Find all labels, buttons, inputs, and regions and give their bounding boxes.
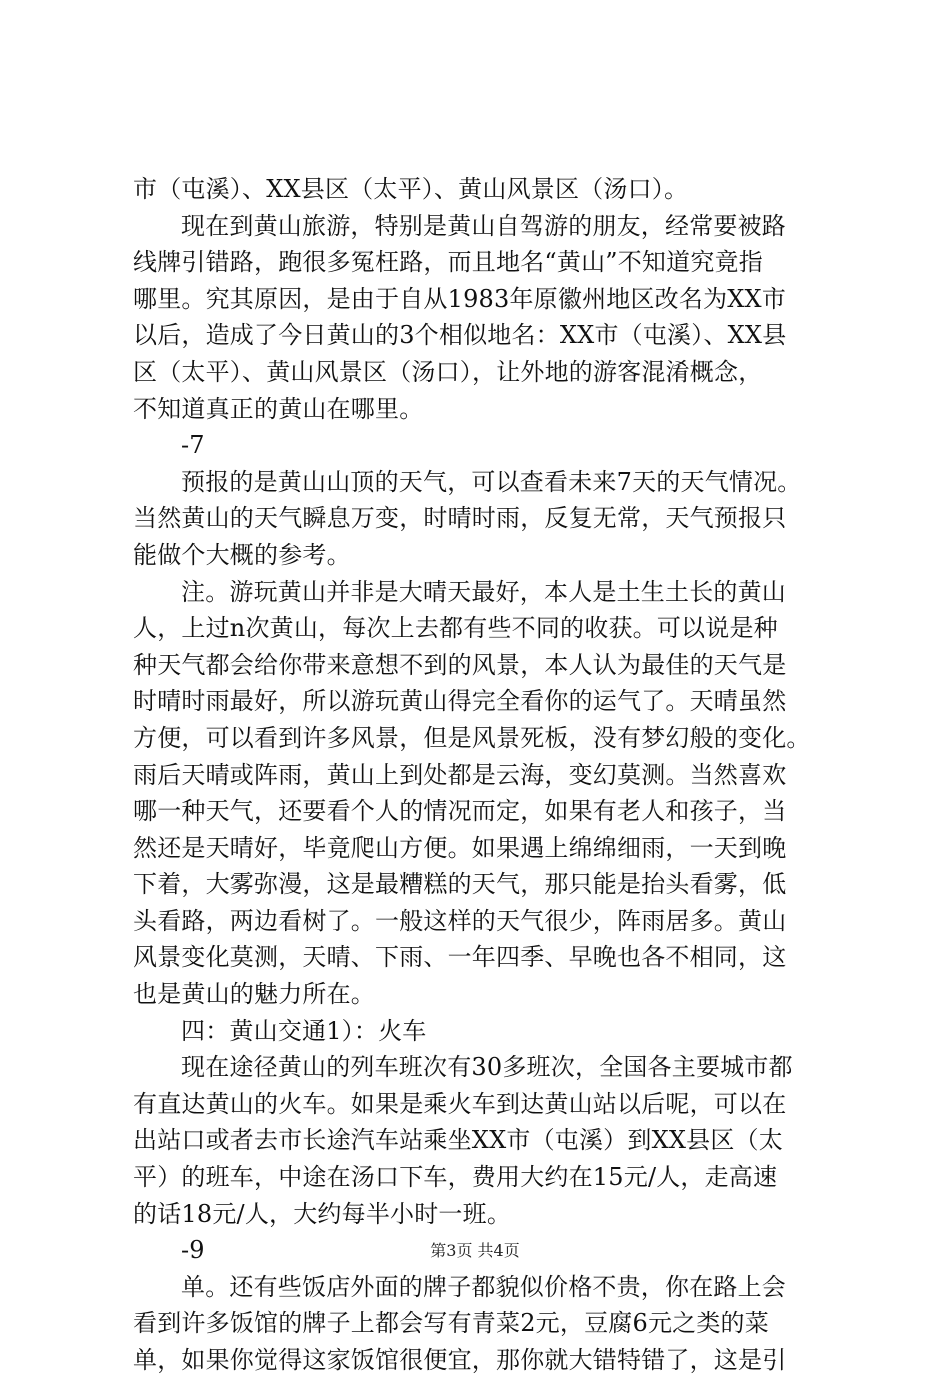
text-line: 哪一种天气，还要看个人的情况而定，如果有老人和孩子，当 (133, 797, 787, 826)
text-line: 四：黄山交通1）：火车 (181, 1016, 427, 1045)
text-line: 的话18元/人，大约每半小时一班。 (133, 1199, 512, 1228)
text-line: 现在到黄山旅游，特别是黄山自驾游的朋友，经常要被路 (181, 211, 786, 240)
text-line: 雨后天晴或阵雨，黄山上到处都是云海，变幻莫测。当然喜欢 (133, 760, 787, 789)
text-line: 人，上过n次黄山，每次上去都有些不同的收获。可以说是种 (133, 614, 778, 643)
text-line: 不知道真正的黄山在哪里。 (133, 394, 424, 423)
text-line: 单。还有些饭店外面的牌子都貌似价格不贵，你在路上会 (181, 1272, 786, 1301)
text-line: 预报的是黄山山顶的天气，可以查看未来7天的天气情况。 (181, 467, 802, 496)
text-line: 下着，大雾弥漫，这是最糟糕的天气，那只能是抬头看雾，低 (133, 870, 787, 899)
text-line: 时晴时雨最好，所以游玩黄山得完全看你的运气了。天晴虽然 (133, 687, 787, 716)
text-line: 风景变化莫测，天晴、下雨、一年四季、早晚也各不相同，这 (133, 943, 787, 972)
text-line: 当然黄山的天气瞬息万变，时晴时雨，反复无常，天气预报只 (133, 504, 787, 533)
text-line: 现在途径黄山的列车班次有30多班次，全国各主要城市都 (181, 1053, 793, 1082)
text-line: 然还是天晴好，毕竟爬山方便。如果遇上绵绵细雨，一天到晚 (133, 833, 787, 862)
text-line: 看到许多饭馆的牌子上都会写有青菜2元，豆腐6元之类的菜 (133, 1309, 769, 1338)
text-line: -7 (181, 431, 205, 460)
text-line: 能做个大概的参考。 (133, 540, 351, 569)
text-line: 方便，可以看到许多风景，但是风景死板，没有梦幻般的变化。 (133, 723, 811, 752)
text-line: -9 (181, 1236, 205, 1265)
text-line: 平）的班车，中途在汤口下车，费用大约在15元/人，走高速 (133, 1163, 778, 1192)
text-line: 以后，造成了今日黄山的3个相似地名：XX市（屯溪）、XX县 (133, 321, 787, 350)
text-line: 种天气都会给你带来意想不到的风景，本人认为最佳的天气是 (133, 650, 787, 679)
text-line: 单，如果你觉得这家饭馆很便宜，那你就大错特错了，这是引 (133, 1346, 787, 1374)
page-footer: 第3页 共4页 (430, 1241, 520, 1260)
text-line: 区（太平）、黄山风景区（汤口），让外地的游客混淆概念， (133, 357, 763, 386)
text-line: 市（屯溪）、XX县区（太平）、黄山风景区（汤口）。 (133, 175, 689, 203)
text-line: 出站口或者去市长途汽车站乘坐XX市（屯溪）到XX县区（太 (133, 1126, 783, 1155)
text-line: 有直达黄山的火车。如果是乘火车到达黄山站以后呢，可以在 (133, 1089, 787, 1118)
text-line: 头看路，两边看树了。一般这样的天气很少，阵雨居多。黄山 (133, 906, 787, 935)
text-line: 也是黄山的魅力所在。 (133, 980, 375, 1009)
text-line: 哪里。究其原因，是由于自从1983年原徽州地区改名为XX市 (133, 284, 787, 313)
document-body (133, 171, 833, 1379)
text-line: 注。游玩黄山并非是大晴天最好，本人是土生土长的黄山 (181, 577, 786, 606)
text-line: 线牌引错路，跑很多冤枉路，而且地名“黄山”不知道究竟指 (133, 248, 763, 277)
